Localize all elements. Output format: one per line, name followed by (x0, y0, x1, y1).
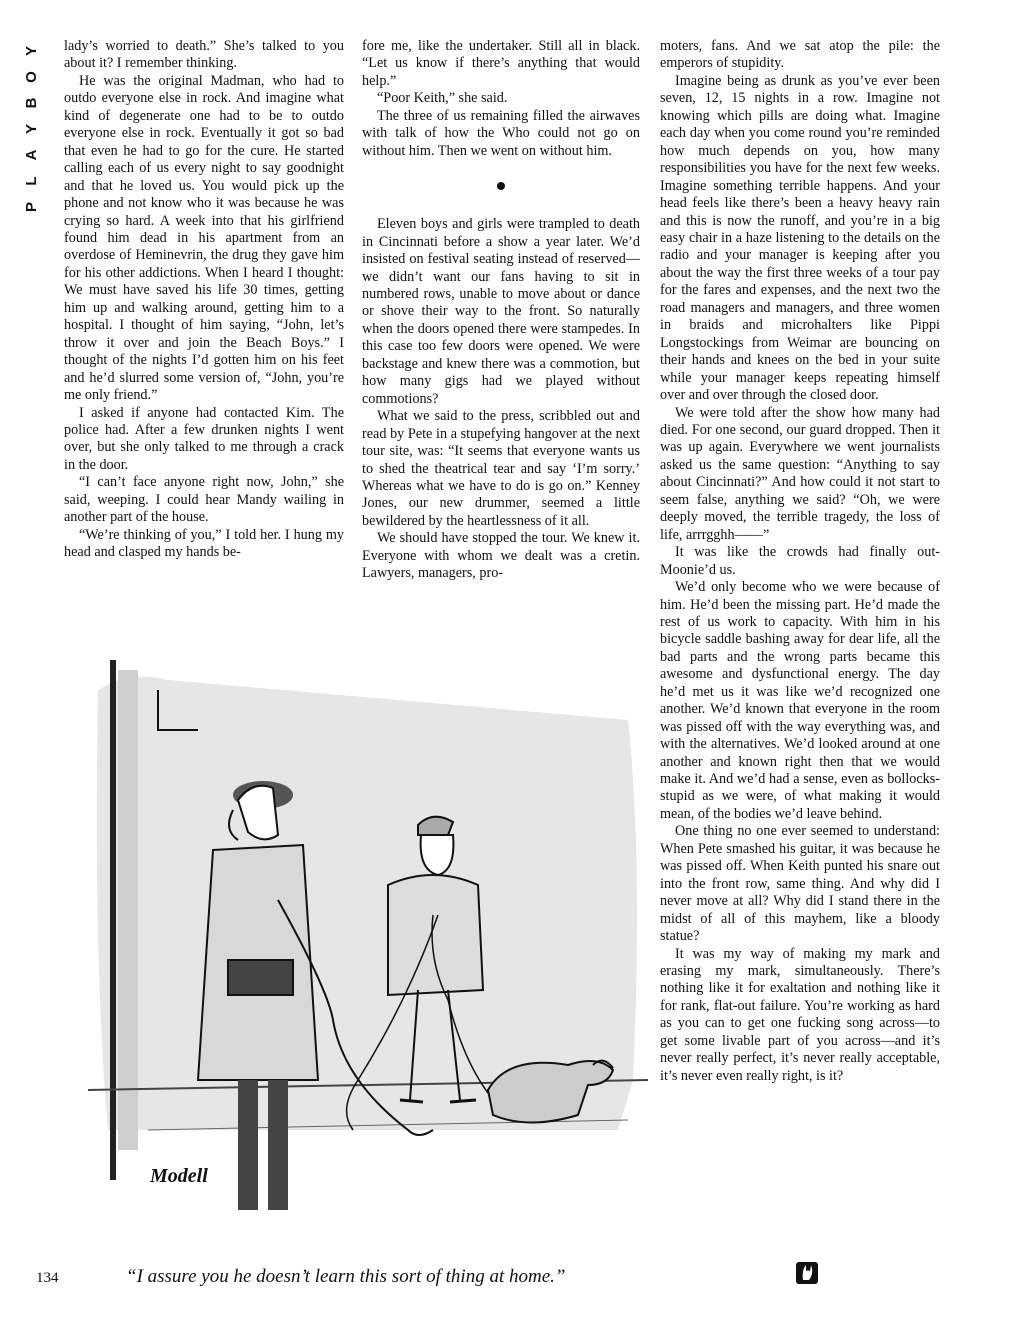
article-column-1 (64, 38, 344, 562)
paragraph: Eleven boys and girls were trampled to death in Cincinnati before a show a year later. We’d insisted on festival seating instead of reserved—we didn’t want our fans having to sit in numbered rows, unable to move about or dance or shove their way to the front. So naturally when the doors opened there were stampedes. In this case too few doors were opened. We were backstage and knew there was a commotion, but how many gigs had we played without commotions? (362, 216, 640, 407)
paragraph: lady’s worried to death.” She’s talked to you about it? I remember thinking. (64, 38, 344, 72)
cartoonist-signature: Modell (150, 1165, 208, 1187)
cartoon-drawing (88, 660, 648, 1230)
paragraph: I asked if anyone had contacted Kim. The police had. After a few drunken nights I went over, but she only talked to me through a crack in the door. (64, 404, 344, 473)
masthead-letter: L (23, 176, 40, 186)
rabbit-head-end-mark-icon (796, 1262, 818, 1284)
masthead-letter: B (23, 97, 40, 109)
masthead-letter: P (23, 202, 40, 213)
paragraph: It was my way of making my mark and erasing my mark, simultaneously. There’s nothing like it for exaltation and nothing like it for rank, flat-out failure. You’re working as hard as you can to get one fucking song across—to get some livable part of you across—and it’s never really perfect, it’s never really acceptable, it’s never even really right, is it? (660, 945, 940, 1084)
masthead-letter: Y (23, 46, 40, 57)
article-column-3 (660, 38, 940, 1085)
cartoon-caption: “I assure you he doesn’t learn this sort of thing at home.” (126, 1266, 566, 1287)
paragraph: We’d only become who we were because of him. He’d been the missing part. He’d made the rest of us work to capacity. With him in his bicycle saddle bashing away for dear life, all the bad parts and the wrong parts became this awesome and dysfunctional energy. The day he’d met us it was like we’d recognized one another. We’d known that everyone in the room was pissed off with the way everything was, and with the alternatives. We’d looked around at one another and known right then that we would make it. And we’d had a sense, even as bollocks-stupid as we were, of what making it would mean, of the bodies we’d leave behind. (660, 579, 940, 822)
paragraph: It was like the crowds had finally out-Moonie’d us. (660, 544, 940, 578)
paragraph: “We’re thinking of you,” I told her. I hung my head and clasped my hands be- (64, 526, 344, 561)
paragraph: fore me, like the undertaker. Still all in black. “Let us know if there’s anything that would help.” (362, 38, 640, 89)
masthead-letter: A (23, 149, 40, 161)
magazine-masthead (22, 38, 42, 220)
cartoon-illustration (88, 660, 648, 1230)
page-number: 134 (36, 1270, 59, 1286)
paragraph: What we said to the press, scribbled out and read by Pete in a stupefying hangover at the next tour site, was: “It seems that everyone wants us to shed the theatrical tear and say ‘I’m sorry.’ Whereas what we have to do is go on.” Kenney Jones, our new drummer, seemed a little bewildered by the heartlessness of it all. (362, 408, 640, 529)
paragraph: moters, fans. And we sat atop the pile: the emperors of stupidity. (660, 38, 940, 72)
paragraph: The three of us remaining filled the airwaves with talk of how the Who could not go on without him. Then we went on without him. (362, 107, 640, 159)
article-column-2 (362, 38, 640, 583)
paragraph: He was the original Madman, who had to outdo everyone else in rock. And imagine what kind of degenerate one had to be to outdo everyone else in rock. Eventually it got so bad that even he had to go for the cure. He started calling each of us every night to say goodnight and that he loved us. You would pick up the phone and not know who it was because he was crying so hard. A week into that his girlfriend found him dead in his apartment from an overdose of Heminevrin, the drug they gave him for his other addictions. When I heard I thought: We must have saved his life 30 times, getting him up and walking around, getting him to a hospital. I thought of him saying, “John, let’s throw it over and join the Beach Boys.” I thought of the nights I’d gotten him on his feet and he’d slurred some version of, “John, you’re me only friend.” (64, 72, 344, 404)
section-break-bullet (497, 182, 505, 190)
masthead-letter: Y (23, 124, 40, 135)
paragraph: We were told after the show how many had died. For one second, our guard dropped. Then it was up again. Everywhere we went journalists asked us the same question: “Anything to say about Cincinnati?” And how could it not start to seem false, anything we said? “Oh, we were deeply moved, the terrible tragedy, the loss of life, arrrgghh——” (660, 404, 940, 543)
paragraph: We should have stopped the tour. We knew it. Everyone with whom we dealt was a cretin. Lawyers, managers, pro- (362, 530, 640, 582)
paragraph: “Poor Keith,” she said. (377, 90, 508, 107)
paragraph: One thing no one ever seemed to understand: When Pete smashed his guitar, it was because he was pissed off. When Keith punted his snare out into the front row, same thing. And why did I never move at all? Why did I stand there in the midst of all of this mayhem, like a bloody statue? (660, 823, 940, 945)
paragraph: Imagine being as drunk as you’ve ever been seven, 12, 15 nights in a row. Imagine not knowing which pills are doing what. Imagine each day when you come round you’re reminded how much depends on you, how many responsibilities you have for the next few weeks. Imagine something terrible happens. And your head feels like there’s been a heavy heavy rain and this is now the runoff, and you’re in a big easy chair in a haze listening to the details on the radio and your manager is keeping after you about the way the first three weeks of a tour pay for the fares and expenses, and the next two the road managers and managers, and three women in braids and microhalters like Pippi Longstockings from Weimar are bouncing on their hands and knees on the bed in your suite while your manager keeps repeating himself over and over through the closed door. (660, 72, 940, 404)
paragraph: “I can’t face anyone right now, John,” she said, weeping. I could hear Mandy wailing in another part of the house. (64, 474, 344, 526)
masthead-letter: O (23, 71, 40, 83)
